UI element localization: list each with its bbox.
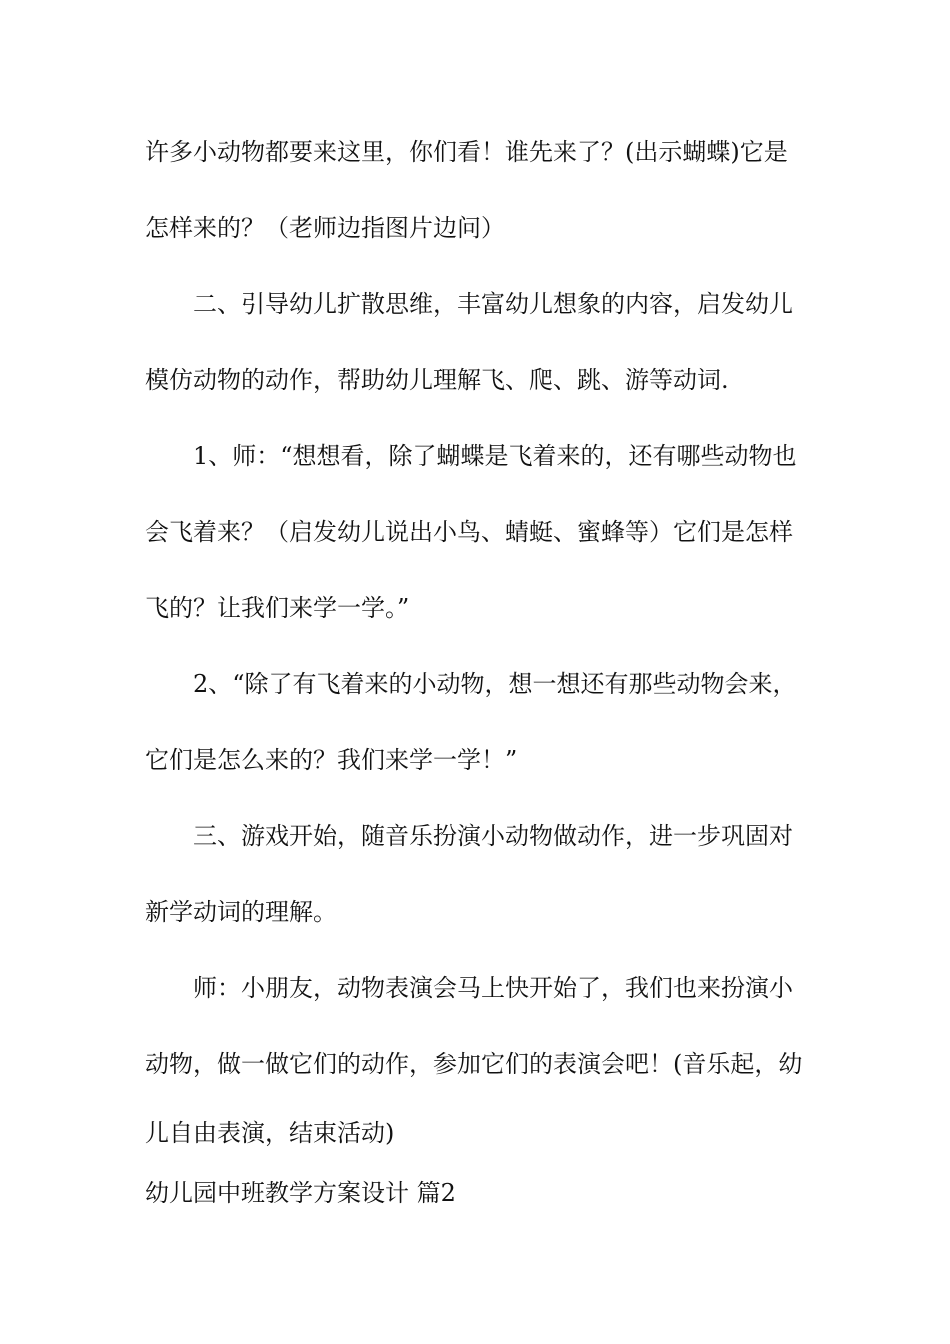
text-line: 模仿动物的动作，帮助幼儿理解飞、爬、跳、游等动词.	[145, 366, 729, 394]
teacher-paragraph: 师：小朋友，动物表演会马上快开始了，我们也来扮演小	[193, 974, 793, 1002]
text-line: 儿自由表演，结束活动)	[145, 1119, 395, 1147]
paragraph-item-1: 1、师：“想想看，除了蝴蝶是飞着来的，还有哪些动物也	[193, 442, 797, 470]
text-line: 它们是怎么来的？我们来学一学！”	[145, 746, 518, 774]
text-line: 动物，做一做它们的动作，参加它们的表演会吧！(音乐起，幼	[145, 1050, 803, 1078]
text-line: 会飞着来？（启发幼儿说出小鸟、蜻蜓、蜜蜂等）它们是怎样	[145, 518, 793, 546]
paragraph-item-2: 2、“除了有飞着来的小动物，想一想还有那些动物会来，	[193, 670, 797, 698]
text-line: 怎样来的？（老师边指图片边问）	[145, 214, 505, 242]
document-body	[145, 125, 810, 1233]
section-heading-2: 二、引导幼儿扩散思维，丰富幼儿想象的内容，启发幼儿	[193, 290, 793, 318]
text-line: 飞的？让我们来学一学。”	[145, 594, 410, 622]
text-line: 新学动词的理解。	[145, 898, 337, 926]
text-line: 许多小动物都要来这里，你们看！谁先来了？(出示蝴蝶)它是	[145, 138, 788, 166]
chapter-title: 幼儿园中班教学方案设计 篇2	[145, 1179, 456, 1207]
section-heading-3: 三、游戏开始，随音乐扮演小动物做动作，进一步巩固对	[193, 822, 793, 850]
